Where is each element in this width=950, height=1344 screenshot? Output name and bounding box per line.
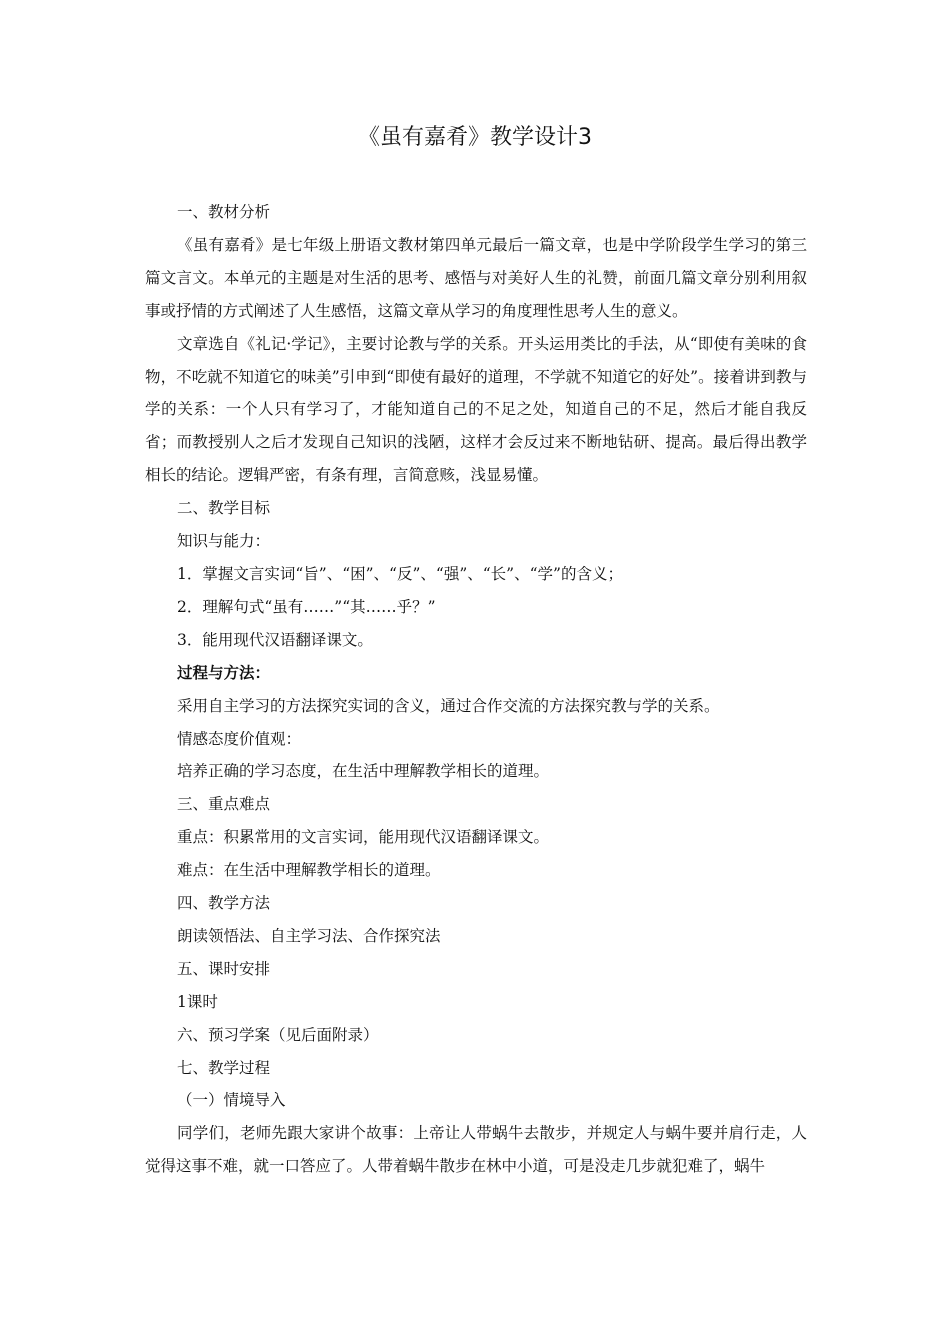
difficulty-text: 难点：在生活中理解教学相长的道理。 bbox=[177, 861, 441, 880]
page-title: 《虽有嘉肴》教学设计3 bbox=[358, 125, 592, 150]
document-body bbox=[145, 196, 807, 1183]
subheading-intro: （一）情境导入 bbox=[177, 1091, 286, 1110]
section-heading-preview: 六、预习学案（见后面附录） bbox=[177, 1025, 379, 1044]
section-heading-objectives: 二、教学目标 bbox=[177, 499, 271, 518]
subheading-process: 过程与方法： bbox=[177, 662, 271, 682]
attitude-text: 培养正确的学习态度，在生活中理解教学相长的道理。 bbox=[177, 762, 550, 781]
objective-item-1: 1．掌握文言实词“旨”、“困”、“反”、“强”、“长”、“学”的含义； bbox=[177, 564, 623, 583]
paragraph-analysis-1: 《虽有嘉肴》是七年级上册语文教材第四单元最后一篇文章，也是中学阶段学生学习的第三篇文言文。本单元的主题是对生活的思考、感悟与对美好人生的礼赞，前面几篇文章分别利用叙事或抒情的方式阐述了人生感悟，这篇文章从学习的角度理性思考人生的意义。 bbox=[145, 235, 807, 320]
paragraph-intro-story: 同学们，老师先跟大家讲个故事：上帝让人带蜗牛去散步，并规定人与蜗牛要并肩行走，人觉得这事不难，就一口答应了。人带着蜗牛散步在林中小道，可是没走几步就犯难了，蜗牛 bbox=[145, 1124, 807, 1176]
methods-text: 朗读领悟法、自主学习法、合作探究法 bbox=[177, 926, 441, 945]
objective-item-2: 2．理解句式“虽有……”“其……乎？” bbox=[177, 597, 436, 616]
paragraph-analysis-2: 文章选自《礼记·学记》，主要讨论教与学的关系。开头运用类比的手法，从“即使有美味的食物，不吃就不知道它的味美”引申到“即使有最好的道理，不学就不知道它的好处”。接着讲到教与学的关系：一个人只有学习了，才能知道自己的不足之处，知道自己的不足，然后才能自我反省；而教授别人之后才发现自己知识的浅陋，这样才会反过来不断地钻研、提高。最后得出教学相长的结论。逻辑严密，有条有理，言简意赅，浅显易懂。 bbox=[145, 334, 807, 485]
objective-item-3: 3．能用现代汉语翻译课文。 bbox=[177, 630, 373, 649]
section-heading-analysis: 一、教材分析 bbox=[177, 203, 271, 221]
section-heading-key-points: 三、重点难点 bbox=[177, 795, 271, 814]
section-heading-methods: 四、教学方法 bbox=[177, 894, 271, 913]
schedule-text: 1课时 bbox=[177, 992, 218, 1011]
subheading-knowledge: 知识与能力： bbox=[177, 532, 271, 551]
key-point-text: 重点：积累常用的文言实词，能用现代汉语翻译课文。 bbox=[177, 828, 550, 847]
section-heading-process: 七、教学过程 bbox=[177, 1058, 271, 1077]
subheading-attitude: 情感态度价值观： bbox=[177, 729, 302, 748]
process-text: 采用自主学习的方法探究实词的含义，通过合作交流的方法探究教与学的关系。 bbox=[177, 696, 720, 715]
section-heading-schedule: 五、课时安排 bbox=[177, 959, 271, 978]
